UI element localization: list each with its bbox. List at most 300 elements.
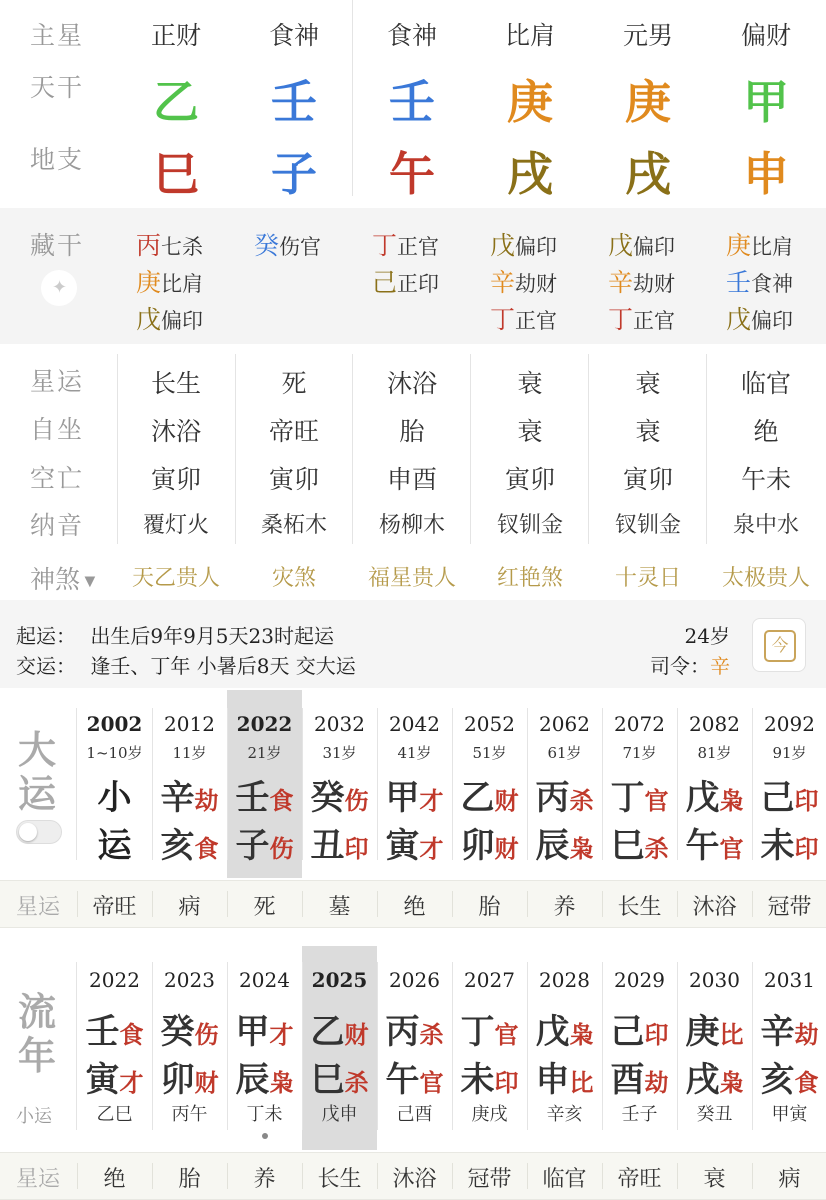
liunian-zhi-shishen: 比 [569, 1068, 594, 1097]
xingyun-bar-divider [377, 891, 378, 917]
canggan-stem: 戊 [608, 231, 634, 260]
liunian-year[interactable]: 2022 [89, 968, 140, 992]
liunian-zhi-shishen: 枭 [269, 1068, 294, 1097]
dayun-gan-shishen: 劫 [194, 786, 219, 815]
liunian-year[interactable]: 2030 [689, 968, 740, 992]
dayun-gan-shishen: 财 [494, 786, 519, 815]
caret-down-icon: ▼ [80, 573, 96, 590]
canggan-stem: 戊 [136, 305, 162, 334]
dayun-gan-char: 壬 [235, 778, 270, 818]
liunian-col-divider [677, 962, 678, 1130]
qiyun-label: 起运： [16, 624, 76, 648]
dayun-age: 71岁 [622, 744, 657, 762]
xingyun-bar-cell: 冠带 [467, 1167, 512, 1192]
dayun-col-divider [752, 708, 753, 860]
row-label-tiangan: 天干 [30, 73, 85, 102]
liunian-zhi-shishen: 杀 [344, 1068, 369, 1097]
dayun-gan-char: 癸 [310, 778, 345, 818]
liunian-zhi[interactable] [536, 1052, 594, 1101]
dayun-xingyun-bar [0, 880, 826, 928]
liunian-gan-shishen: 印 [644, 1020, 669, 1049]
table-divider [352, 354, 353, 544]
dayun-year[interactable]: 2062 [539, 712, 590, 736]
liunian-zhi-shishen: 劫 [644, 1068, 669, 1097]
liunian-col-divider [527, 962, 528, 1130]
qiyun-line [16, 620, 334, 649]
dizhi-char: 巳 [153, 147, 199, 201]
canggan-shishen: 正官 [397, 235, 440, 259]
xingyun-cell: 衰 [635, 369, 661, 398]
xingyun-bar-divider [527, 1163, 528, 1189]
xingyun-bar-cell: 墓 [328, 895, 351, 920]
liunian-zhi-char: 酉 [610, 1060, 645, 1100]
canggan-shishen: 劫财 [633, 272, 676, 296]
liunian-col-divider [377, 962, 378, 1130]
xingyun-bar-cell: 长生 [617, 895, 662, 920]
dayun-gan-char: 戊 [685, 778, 720, 818]
shensha-item[interactable]: 十灵日 [614, 566, 682, 591]
dayun-zhi-char: 巳 [610, 826, 645, 866]
liunian-gan[interactable] [461, 1004, 519, 1053]
canggan-stem: 辛 [608, 268, 634, 297]
liunian-zhi[interactable] [311, 1052, 369, 1101]
row-label-nayin: 纳音 [30, 511, 85, 540]
dayun-gan-shishen: 杀 [569, 786, 594, 815]
liunian-zhi-shishen: 财 [194, 1068, 219, 1097]
liunian-year[interactable]: 2031 [764, 968, 815, 992]
liunian-col-divider [602, 962, 603, 1130]
dayun-col-divider [377, 708, 378, 860]
zhuxing-cell: 比肩 [504, 21, 556, 50]
dayun-zhi[interactable] [311, 818, 369, 867]
dayun-zhi-shishen: 官 [719, 834, 744, 863]
canggan-stem: 壬 [726, 268, 752, 297]
canggan-stem: 辛 [490, 268, 516, 297]
xingyun-cell: 临官 [740, 369, 792, 398]
shensha-item[interactable]: 天乙贵人 [131, 566, 221, 591]
xingyun-bar-cell: 长生 [317, 1167, 362, 1192]
xingyun-bar-cell: 胎 [478, 895, 501, 920]
dayun-xiaoyun-char: 小 [97, 778, 132, 818]
canggan-stem: 戊 [490, 231, 516, 260]
row-label-shensha: 神煞 [30, 565, 81, 594]
liunian-divider [76, 962, 77, 1130]
dayun-gan-char: 辛 [160, 778, 195, 818]
dayun-zhi-shishen: 财 [494, 834, 519, 863]
liunian-zhi-shishen: 枭 [719, 1068, 744, 1097]
xingyun-bar-divider [602, 1163, 603, 1189]
liunian-gan-shishen: 比 [719, 1020, 744, 1049]
dayun-col-divider [152, 708, 153, 860]
liunian-gan[interactable] [86, 1004, 144, 1053]
dayun-xiaoyun-char: 运 [97, 826, 132, 866]
dayun-zhi[interactable] [386, 818, 444, 867]
liunian-zhi-char: 亥 [760, 1060, 795, 1100]
dayun-age: 61岁 [547, 744, 582, 762]
liunian-label: 流年 [18, 989, 57, 1078]
row-label-kongwang: 空亡 [30, 464, 85, 493]
xingyun-bar-divider [677, 1163, 678, 1189]
pillar-divider [352, 0, 353, 196]
liunian-zhi-shishen: 才 [119, 1068, 144, 1097]
xingyun-bar-divider [227, 1163, 228, 1189]
liunian-gan-char: 甲 [235, 1012, 270, 1052]
liunian-xiaoyun: 癸丑 [696, 1104, 733, 1125]
canggan-stem: 己 [372, 268, 398, 297]
dayun-zhi-char: 亥 [160, 826, 195, 866]
dayun-year[interactable]: 2092 [764, 712, 815, 736]
xingyun-bar-divider [527, 891, 528, 917]
liunian-zhi-char: 巳 [310, 1060, 345, 1100]
dayun-year[interactable]: 2042 [389, 712, 440, 736]
liunian-year[interactable]: 2024 [239, 968, 290, 992]
liunian-zhi-char: 辰 [235, 1060, 270, 1100]
jiaoyun-line [16, 650, 356, 679]
nayin-cell: 覆灯火 [142, 513, 210, 538]
dayun-gan-shishen: 印 [794, 786, 819, 815]
canggan-entry [490, 263, 557, 299]
dayun-gan[interactable] [611, 770, 669, 819]
shensha-item[interactable]: 灾煞 [271, 566, 317, 591]
dayun-toggle[interactable] [16, 820, 62, 844]
liunian-gan-char: 戊 [535, 1012, 570, 1052]
canggan-stem: 癸 [254, 231, 280, 260]
canggan-shishen: 正官 [515, 309, 558, 333]
liunian-gan[interactable] [311, 1004, 369, 1053]
xingyun-bar-divider [377, 1163, 378, 1189]
siling-value: 辛 [710, 654, 730, 678]
liunian-xiaoyun: 庚戌 [471, 1104, 508, 1125]
dayun-zhi[interactable] [461, 818, 519, 867]
tiangan-char: 庚 [625, 75, 671, 129]
liunian-zhi[interactable] [761, 1052, 819, 1101]
dayun-gan[interactable] [686, 770, 744, 819]
xingyun-bar-cell: 沐浴 [692, 895, 737, 920]
liunian-gan[interactable] [236, 1004, 294, 1053]
canggan-entry [490, 300, 557, 336]
dayun-gan[interactable] [311, 770, 369, 819]
row-label-canggan: 藏干 [30, 231, 85, 260]
pin-button[interactable] [41, 270, 77, 306]
xingyun-cell: 死 [281, 369, 307, 398]
liunian-zhi[interactable] [86, 1052, 144, 1101]
liunian-zhi[interactable] [611, 1052, 669, 1101]
dayun-age: 51岁 [472, 744, 507, 762]
liunian-gan-shishen: 官 [494, 1020, 519, 1049]
dayun-zhi[interactable] [761, 818, 819, 867]
canggan-entry [726, 263, 793, 299]
liunian-zhi-char: 午 [385, 1060, 420, 1100]
liunian-gan-char: 壬 [85, 1012, 120, 1052]
dayun-zhi-shishen: 才 [419, 834, 444, 863]
dayun-zhi-char: 辰 [535, 826, 570, 866]
xingyun-bar-divider [752, 1163, 753, 1189]
qiyun-text: 出生后9年9月5天23时起运 [90, 624, 334, 648]
liunian-year[interactable]: 2028 [539, 968, 590, 992]
liunian-gan[interactable] [536, 1004, 594, 1053]
dayun-year[interactable]: 2022 [236, 712, 293, 736]
dayun-gan-shishen: 食 [269, 786, 294, 815]
dayun-gan-char: 己 [760, 778, 795, 818]
dayun-gan-shishen: 伤 [344, 786, 369, 815]
liunian-zhi-char: 卯 [160, 1060, 195, 1100]
canggan-entry [372, 263, 439, 299]
dayun-gan[interactable] [536, 770, 594, 819]
liunian-xiaoyun: 辛亥 [546, 1104, 583, 1125]
dayun-gan-shishen: 官 [644, 786, 669, 815]
dayun-year[interactable]: 2012 [164, 712, 215, 736]
xingyun-bar-divider [152, 1163, 153, 1189]
liunian-gan[interactable] [386, 1004, 444, 1053]
table-divider [117, 354, 118, 544]
xingyun-bar-divider [152, 891, 153, 917]
xingyun-bar-cell: 养 [553, 895, 576, 920]
canggan-stem: 戊 [726, 305, 752, 334]
dayun-zhi-char: 卯 [460, 826, 495, 866]
canggan-entry [372, 226, 439, 262]
liunian-gan-shishen: 劫 [794, 1020, 819, 1049]
dayun-gan[interactable] [161, 770, 219, 819]
liunian-year[interactable]: 2029 [614, 968, 665, 992]
liunian-col-divider [752, 962, 753, 1130]
dayun-zhi[interactable] [536, 818, 594, 867]
liunian-gan[interactable] [161, 1004, 219, 1053]
dayun-zhi-shishen: 杀 [644, 834, 669, 863]
dayun-gan-char: 甲 [385, 778, 420, 818]
xingyun-bar-divider [227, 891, 228, 917]
dayun-year[interactable]: 2032 [314, 712, 365, 736]
table-divider [706, 354, 707, 544]
table-divider [470, 354, 471, 544]
liunian-zhi[interactable] [686, 1052, 744, 1101]
canggan-entry [136, 300, 203, 336]
canggan-shishen: 七杀 [161, 235, 204, 259]
pin-icon: ✦ [52, 277, 68, 298]
dayun-year[interactable]: 2052 [464, 712, 515, 736]
xiaoyun-label: 小运 [16, 1106, 52, 1127]
xingyun-bar-divider [602, 891, 603, 917]
liunian-zhi-char: 申 [535, 1060, 570, 1100]
canggan-entry [136, 226, 203, 262]
liunian-gan-char: 乙 [310, 1012, 345, 1052]
shensha-item[interactable]: 太极贵人 [721, 566, 811, 591]
dayun-age: 81岁 [697, 744, 732, 762]
dayun-zhi[interactable] [686, 818, 744, 867]
dayun-col-divider [602, 708, 603, 860]
jiaoyun-text: 逢壬、丁年 小暑后8天 交大运 [90, 654, 356, 678]
liunian-zhi[interactable] [461, 1052, 519, 1101]
zizuo-cell: 帝旺 [268, 417, 320, 446]
zizuo-cell: 绝 [753, 417, 779, 446]
calendar-icon: 今 [764, 630, 796, 662]
liunian-zhi[interactable] [161, 1052, 219, 1101]
dayun-age: 21岁 [247, 744, 282, 762]
canggan-entry [608, 300, 675, 336]
liunian-xiaoyun: 戊申 [321, 1104, 358, 1125]
canggan-shishen: 劫财 [515, 272, 558, 296]
liunian-col-divider [452, 962, 453, 1130]
dayun-gan[interactable] [761, 770, 819, 819]
liunian-gan-shishen: 财 [344, 1020, 369, 1049]
canggan-shishen: 偏印 [751, 309, 794, 333]
jiaoyun-label: 交运： [16, 654, 76, 678]
xingyun-cell: 沐浴 [386, 369, 438, 398]
liunian-zhi[interactable] [236, 1052, 294, 1101]
kongwang-cell: 寅卯 [504, 465, 556, 494]
xingyun-bar-cell: 帝旺 [92, 895, 137, 920]
kongwang-cell: 寅卯 [150, 465, 202, 494]
xingyun-bar-divider [752, 891, 753, 917]
canggan-entry [726, 300, 793, 336]
dayun-zhi[interactable] [236, 818, 294, 867]
dayun-col-divider [527, 708, 528, 860]
dayun-gan[interactable] [236, 770, 294, 819]
liunian-year[interactable]: 2025 [311, 968, 368, 992]
xingyun-bar-divider [452, 891, 453, 917]
kongwang-cell: 午未 [740, 465, 792, 494]
dizhi-char: 戌 [507, 147, 553, 201]
dayun-zhi-char: 寅 [385, 826, 420, 866]
zizuo-cell: 沐浴 [150, 417, 202, 446]
dayun-year[interactable]: 2002 [86, 712, 143, 736]
canggan-shishen: 正官 [633, 309, 676, 333]
xingyun-bar-divider [302, 1163, 303, 1189]
dayun-age: 41岁 [397, 744, 432, 762]
zizuo-cell: 衰 [517, 417, 543, 446]
dizhi-char: 戌 [625, 147, 671, 201]
canggan-shishen: 比肩 [161, 272, 204, 296]
canggan-shishen: 比肩 [751, 235, 794, 259]
nayin-cell: 泉中水 [732, 513, 800, 538]
canggan-stem: 庚 [136, 268, 162, 297]
xingyun-bar-cell: 沐浴 [392, 1167, 437, 1192]
qiyun-age: 24岁 [684, 624, 730, 648]
dayun-zhi-shishen: 枭 [569, 834, 594, 863]
dayun-gan-char: 丙 [535, 778, 570, 818]
liunian-xiaoyun: 乙巳 [96, 1104, 133, 1125]
liunian-zhi[interactable] [386, 1052, 444, 1101]
canggan-shishen: 正印 [397, 272, 440, 296]
tiangan-char: 壬 [271, 75, 317, 129]
dayun-zhi[interactable] [161, 818, 219, 867]
xingyun-bar-cell: 帝旺 [617, 1167, 662, 1192]
dayun-gan[interactable] [461, 770, 519, 819]
canggan-entry [726, 226, 793, 262]
xingyun-cell: 长生 [150, 369, 202, 398]
dayun-zhi[interactable] [611, 818, 669, 867]
liunian-gan-shishen: 杀 [419, 1020, 444, 1049]
zhuxing-cell: 元男 [622, 21, 674, 50]
xingyun-bar-divider [677, 891, 678, 917]
liunian-zhi-char: 寅 [85, 1060, 120, 1100]
table-divider [588, 354, 589, 544]
dayun-year[interactable]: 2072 [614, 712, 665, 736]
calendar-today-button[interactable] [752, 618, 806, 672]
liunian-year[interactable]: 2027 [464, 968, 515, 992]
shensha-item[interactable]: 福星贵人 [367, 566, 457, 591]
liunian-gan[interactable] [761, 1004, 819, 1053]
canggan-entry [254, 226, 321, 262]
dayun-zhi-char: 午 [685, 826, 720, 866]
liunian-xiaoyun: 丁未 [246, 1104, 283, 1125]
row-label-dizhi: 地支 [30, 145, 85, 174]
canggan-shishen: 偏印 [515, 235, 558, 259]
dayun-zhi-char: 未 [760, 826, 795, 866]
canggan-entry [608, 226, 675, 262]
liunian-zhi-char: 戌 [685, 1060, 720, 1100]
kongwang-cell: 寅卯 [622, 465, 674, 494]
liunian-year[interactable]: 2023 [164, 968, 215, 992]
dayun-gan-char: 乙 [460, 778, 495, 818]
zhuxing-cell: 正财 [150, 21, 202, 50]
dayun-col-divider [452, 708, 453, 860]
liunian-gan-char: 庚 [685, 1012, 720, 1052]
dayun-age: 11岁 [172, 744, 207, 762]
xingyun-bar-cell: 病 [178, 895, 201, 920]
liunian-gan[interactable] [611, 1004, 669, 1053]
zizuo-cell: 胎 [399, 417, 425, 446]
dayun-age: 91岁 [772, 744, 807, 762]
liunian-gan-shishen: 才 [269, 1020, 294, 1049]
liunian-zhi-shishen: 印 [494, 1068, 519, 1097]
liunian-gan-char: 辛 [760, 1012, 795, 1052]
dayun-year[interactable]: 2082 [689, 712, 740, 736]
dayun-gan[interactable] [386, 770, 444, 819]
xingyun-bar-label: 星运 [15, 1167, 61, 1192]
dayun-col-divider [677, 708, 678, 860]
liunian-zhi-char: 未 [460, 1060, 495, 1100]
canggan-stem: 丁 [372, 231, 398, 260]
liunian-gan-shishen: 伤 [194, 1020, 219, 1049]
dayun-zhi-shishen: 印 [344, 834, 369, 863]
liunian-xiaoyun: 甲寅 [771, 1104, 808, 1125]
xingyun-bar-cell: 养 [253, 1167, 276, 1192]
liunian-gan-char: 丁 [460, 1012, 495, 1052]
zhuxing-cell: 食神 [268, 21, 320, 50]
dayun-gan-char: 丁 [610, 778, 645, 818]
shensha-toggle[interactable] [30, 560, 95, 596]
canggan-stem: 丁 [608, 305, 634, 334]
canggan-shishen: 偏印 [633, 235, 676, 259]
liunian-zhi-shishen: 食 [794, 1068, 819, 1097]
liunian-gan-char: 癸 [160, 1012, 195, 1052]
dayun-col-divider [302, 708, 303, 860]
canggan-entry [136, 263, 203, 299]
zhuxing-cell: 食神 [386, 21, 438, 50]
liunian-col-divider [152, 962, 153, 1130]
siling-label: 司令： [650, 654, 710, 678]
xingyun-bar-cell: 死 [253, 895, 276, 920]
canggan-shishen: 伤官 [279, 235, 322, 259]
zhuxing-cell: 偏财 [740, 21, 792, 50]
dayun-age: 31岁 [322, 744, 357, 762]
current-year-dot [262, 1133, 268, 1139]
dizhi-char: 申 [743, 147, 789, 201]
liunian-col-divider [302, 962, 303, 1130]
shensha-item[interactable]: 红艳煞 [496, 566, 564, 591]
dayun-zhi-shishen: 印 [794, 834, 819, 863]
siling-line [650, 650, 730, 679]
liunian-xiaoyun: 丙午 [171, 1104, 208, 1125]
xingyun-bar-cell: 绝 [103, 1167, 126, 1192]
liunian-gan[interactable] [686, 1004, 744, 1053]
row-label-zizuo: 自坐 [30, 415, 85, 444]
liunian-year[interactable]: 2026 [389, 968, 440, 992]
xingyun-bar-divider [452, 1163, 453, 1189]
canggan-shishen: 食神 [751, 272, 794, 296]
dayun-label: 大运 [18, 727, 57, 816]
xingyun-bar-cell: 绝 [403, 895, 426, 920]
